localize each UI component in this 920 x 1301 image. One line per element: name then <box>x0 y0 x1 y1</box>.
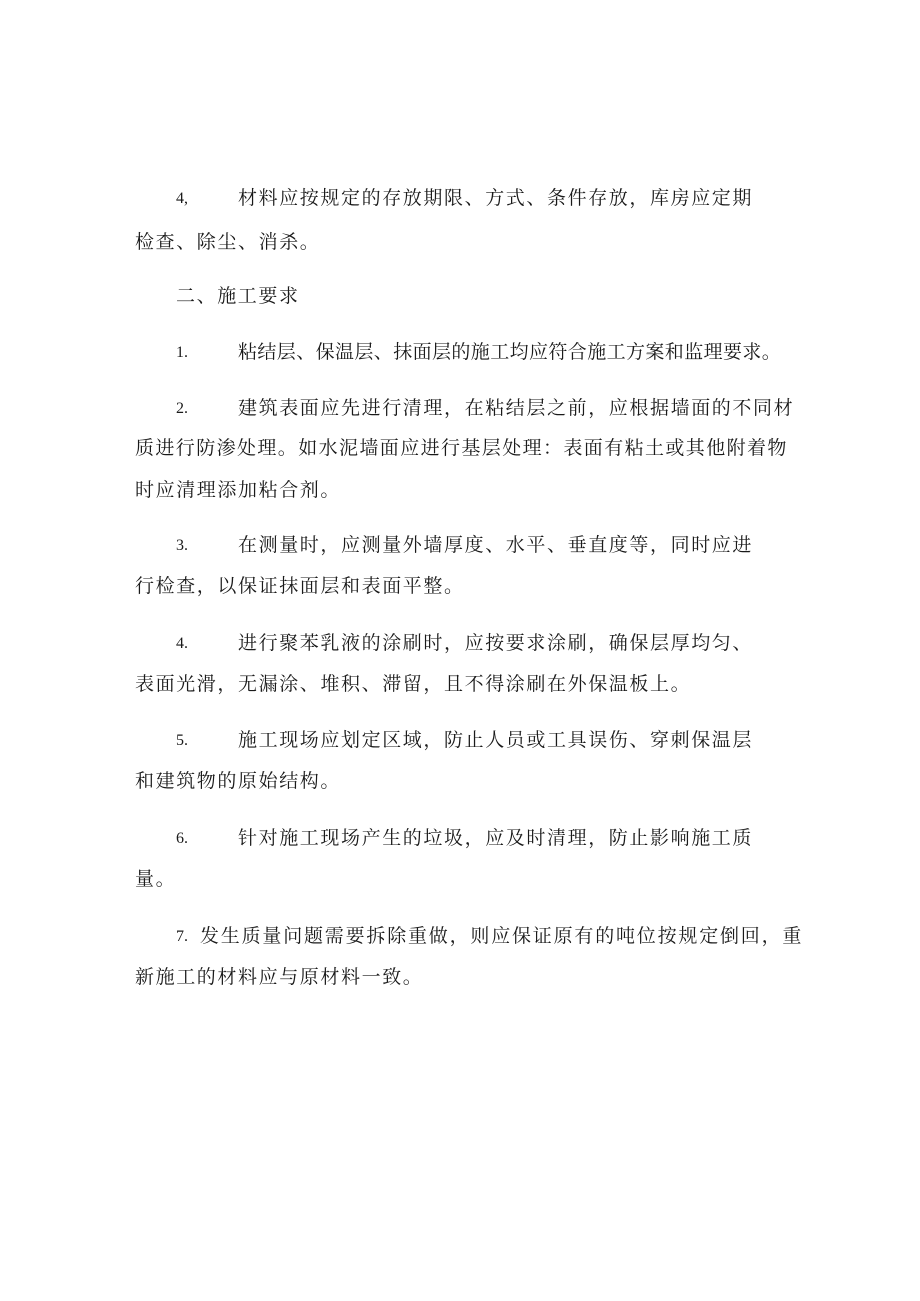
item-number: 1. <box>176 344 188 361</box>
paragraph-line: 新施工的材料应与原材料一致。 <box>135 966 424 988</box>
paragraph-line: 行检查，以保证抹面层和表面平整。 <box>135 575 465 597</box>
paragraph-line: 针对施工现场产生的垃圾，应及时清理，防止影响施工质 <box>238 827 754 849</box>
paragraph-line: 施工现场应划定区域，防止人员或工具误伤、穿刺保温层 <box>238 729 754 751</box>
item-number: 3. <box>176 537 188 554</box>
paragraph-line: 材料应按规定的存放期限、方式、条件存放，库房应定期 <box>238 187 754 209</box>
paragraph-line: 量。 <box>135 868 177 890</box>
paragraph-line: 发生质量问题需要拆除重做，则应保证原有的吨位按规定倒回，重 <box>200 925 804 947</box>
item-number: 7. <box>176 928 188 945</box>
paragraph-line: 表面光滑，无漏涂、堆积、滞留，且不得涂刷在外保温板上。 <box>135 673 692 695</box>
paragraph-line: 在测量时，应测量外墙厚度、水平、垂直度等，同时应进 <box>238 534 754 556</box>
item-number: 6. <box>176 830 188 847</box>
section-heading: 二、施工要求 <box>176 285 300 307</box>
item-number: 5. <box>176 732 188 749</box>
paragraph-line: 时应清理添加粘合剂。 <box>135 479 342 501</box>
paragraph-line: 建筑表面应先进行清理，在粘结层之前，应根据墙面的不同材 <box>238 397 795 419</box>
item-number: 4, <box>176 190 188 207</box>
item-number: 4. <box>176 635 188 652</box>
paragraph-line: 检查、除尘、消杀。 <box>135 231 321 253</box>
paragraph-line: 和建筑物的原始结构。 <box>135 770 342 792</box>
item-number: 2. <box>176 400 188 417</box>
paragraph-line: 质进行防渗处理。如水泥墙面应进行基层处理：表面有粘土或其他附着物 <box>135 437 788 459</box>
paragraph-line: 粘结层、保温层、抹面层的施工均应符合施工方案和监理要求。 <box>238 341 782 363</box>
paragraph-line: 进行聚苯乳液的涂刷时，应按要求涂刷，确保层厚均匀、 <box>238 632 754 654</box>
